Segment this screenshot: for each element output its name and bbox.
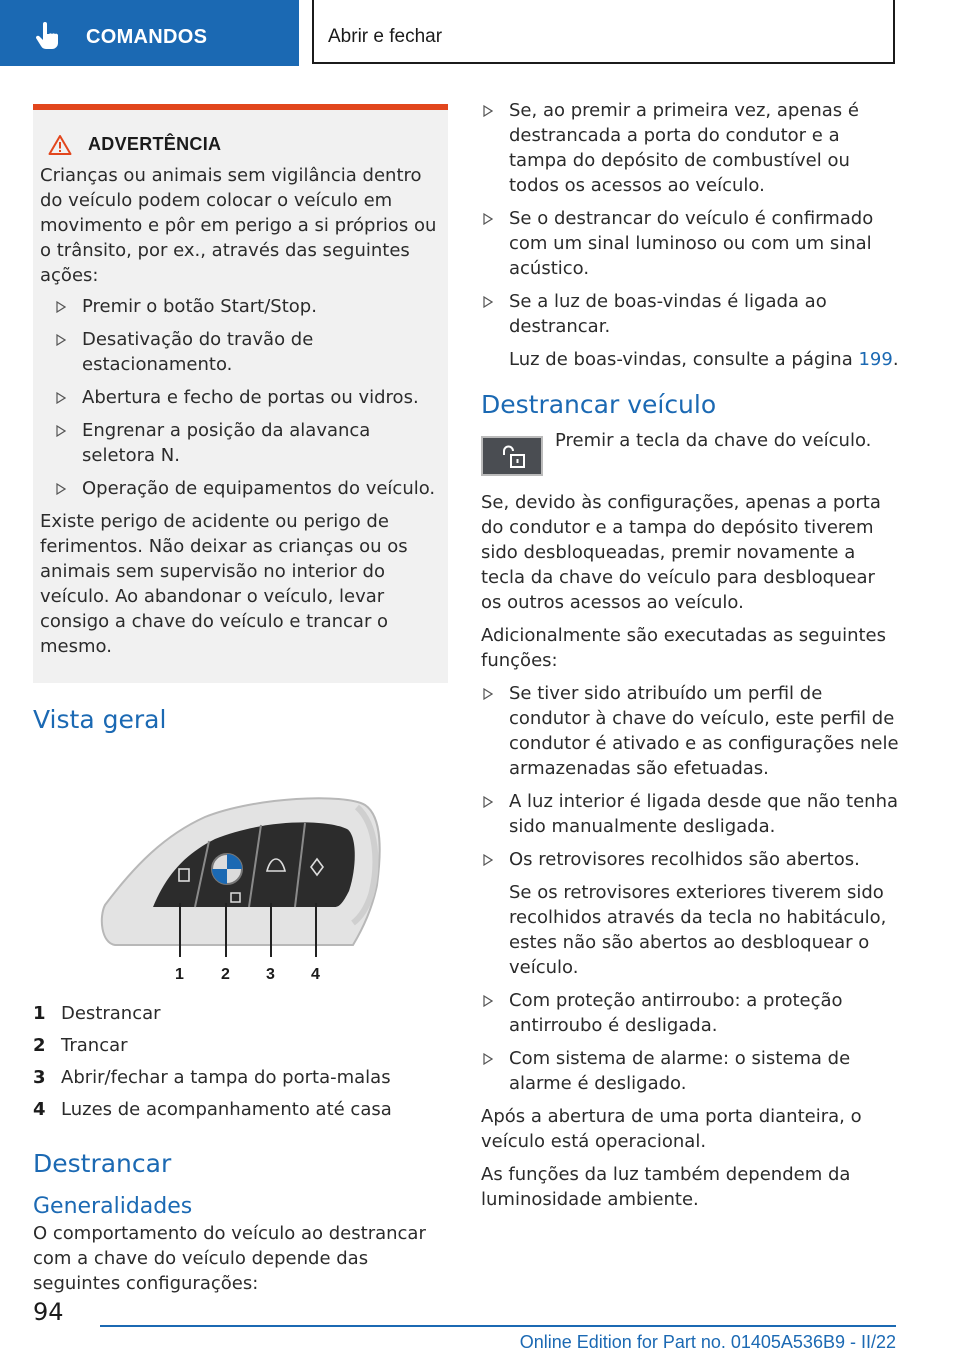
callout-label: 2: [221, 966, 230, 983]
list-item-text: Se o destrancar do veículo é confirmado com um sinal luminoso ou com um sinal acústico.: [509, 208, 874, 279]
warning-box: [33, 104, 448, 683]
cross-reference-suffix: .: [892, 349, 899, 370]
section-tab[interactable]: [0, 0, 299, 66]
bullet-triangle-icon: [483, 213, 493, 225]
left-column: [33, 104, 448, 1304]
page-number: 94: [33, 1298, 64, 1326]
list-item-text: Desativação do travão de estacionamento.: [82, 329, 314, 375]
unlock-para-1: Se, devido às configurações, apenas a porta do condutor e a tampa do depósito tiverem sido desbloqueadas, premir novamente a tecla da chave do veículo para desbloquear os outros acessos ao veículo.: [481, 492, 881, 613]
unlock-para-4: As funções da luz também dependem da luminosidade ambiente.: [481, 1164, 851, 1210]
warning-heading: [48, 132, 440, 157]
list-item: [481, 289, 901, 372]
unlock-action: Premir a tecla da chave do veículo.: [555, 430, 872, 451]
list-item-text: Os retrovisores recolhidos são abertos.: [509, 849, 860, 870]
cross-reference-text: Luz de boas-vindas, consulte a página: [509, 349, 859, 370]
page-link[interactable]: 199: [858, 349, 893, 370]
list-item: [481, 847, 901, 980]
callout-label: 4: [311, 966, 320, 983]
unlock-key-button: [481, 436, 543, 476]
page-title: Abrir e fechar: [328, 26, 443, 47]
bullet-triangle-icon: [56, 483, 66, 495]
right-column: [481, 98, 901, 1220]
unlock-para-3: Após a abertura de uma porta dianteira, o veículo está operacional.: [481, 1106, 862, 1152]
legend-number: 2: [33, 1034, 46, 1056]
list-item-text: Abertura e fecho de portas ou vidros.: [82, 387, 419, 408]
legend-row: [33, 997, 448, 1029]
key-fob-illustration: [95, 795, 385, 985]
warning-intro: Crianças ou animais sem vigilância dentro do veículo podem colocar o veículo em movimento e pôr em perigo a si próprios ou o trânsito, por ex., através das seguintes ações:: [40, 165, 437, 286]
key-legend: [33, 997, 448, 1125]
legend-text: Destrancar: [61, 1002, 161, 1024]
bullet-triangle-icon: [483, 688, 493, 700]
list-item: [481, 789, 901, 839]
bullet-triangle-icon: [483, 296, 493, 308]
footer-edition: Online Edition for Part no. 01405A536B9 - II/22: [519, 1332, 896, 1352]
list-item-text: Se tiver sido atribuído um perfil de condutor à chave do veículo, este perfil de condutor é ativado e as configurações nele armazenadas são efetuadas.: [509, 683, 899, 779]
bullet-triangle-icon: [483, 1053, 493, 1065]
page-header: [312, 0, 895, 64]
list-item-text: Operação de equipamentos do veículo.: [82, 478, 436, 499]
legend-number: 4: [33, 1098, 46, 1120]
unlock-intro: O comportamento do veículo ao destrancar com a chave do veículo depende das seguintes configurações:: [33, 1223, 426, 1294]
list-item: [40, 476, 440, 501]
warning-list: [40, 294, 440, 501]
legend-text: Luzes de acompanhamento até casa: [61, 1098, 392, 1120]
bullet-triangle-icon: [483, 105, 493, 117]
section-heading-overview: Vista geral: [33, 705, 167, 734]
legend-row: [33, 1029, 448, 1061]
section-heading-unlock: Destrancar: [33, 1149, 172, 1178]
mirror-note: Se os retrovisores exteriores tiverem sido recolhidos através da tecla no habitáculo, estes não são abertos ao desbloquear o veículo.: [509, 882, 887, 978]
warning-title: ADVERTÊNCIA: [88, 134, 222, 154]
list-item-text: Com proteção antirroubo: a proteção antirroubo é desligada.: [509, 990, 843, 1036]
list-item: [481, 98, 901, 198]
list-item: [40, 418, 440, 468]
functions-list: [481, 681, 901, 1096]
unlock-instruction: [481, 428, 901, 476]
list-item: [40, 294, 440, 319]
pointing-hand-icon: [34, 22, 60, 50]
list-item: [481, 206, 901, 281]
list-item-text: A luz interior é ligada desde que não tenha sido manualmente desligada.: [509, 791, 899, 837]
list-item: [481, 1046, 901, 1096]
callout-label: 1: [175, 966, 184, 983]
footer-divider: [100, 1325, 896, 1327]
bullet-triangle-icon: [483, 796, 493, 808]
unlock-para-2: Adicionalmente são executadas as seguintes funções:: [481, 625, 886, 671]
legend-number: 1: [33, 1002, 46, 1024]
settings-list: [481, 98, 901, 372]
bullet-triangle-icon: [56, 392, 66, 404]
warning-outro: Existe perigo de acidente ou perigo de ferimentos. Não deixar as crianças ou os animais sem supervisão no interior do veículo. Ao abandonar o veículo, levar consigo a chave do veículo e trancar o mesmo.: [40, 511, 408, 657]
bullet-triangle-icon: [483, 854, 493, 866]
legend-text: Abrir/fechar a tampa do porta-malas: [61, 1066, 391, 1088]
list-item: [481, 681, 901, 781]
list-item: [481, 988, 901, 1038]
list-item-text: Premir o botão Start/Stop.: [82, 296, 317, 317]
legend-row: [33, 1093, 448, 1125]
list-item: [40, 327, 440, 377]
callout-label: 3: [266, 966, 275, 983]
bullet-triangle-icon: [56, 425, 66, 437]
legend-row: [33, 1061, 448, 1093]
legend-number: 3: [33, 1066, 46, 1088]
list-item-text: Se, ao premir a primeira vez, apenas é destrancada a porta do condutor e a tampa do depósito de combustível ou todos os acessos ao veículo.: [509, 100, 859, 196]
unlock-padlock-icon: [501, 445, 527, 469]
bullet-triangle-icon: [56, 334, 66, 346]
bullet-triangle-icon: [56, 301, 66, 313]
list-item-text: Engrenar a posição da alavanca seletora N.: [82, 420, 371, 466]
subheading-general: Generalidades: [33, 1194, 193, 1219]
cross-reference: [509, 347, 901, 372]
section-heading-unlock-vehicle: Destrancar veículo: [481, 390, 717, 419]
bullet-triangle-icon: [483, 995, 493, 1007]
warning-triangle-icon: [48, 134, 72, 156]
section-label: COMANDOS: [86, 26, 208, 48]
legend-text: Trancar: [61, 1034, 128, 1056]
list-item-text: Se a luz de boas-vindas é ligada ao destrancar.: [509, 291, 827, 337]
list-item: [40, 385, 440, 410]
list-item-text: Com sistema de alarme: o sistema de alarme é desligado.: [509, 1048, 851, 1094]
